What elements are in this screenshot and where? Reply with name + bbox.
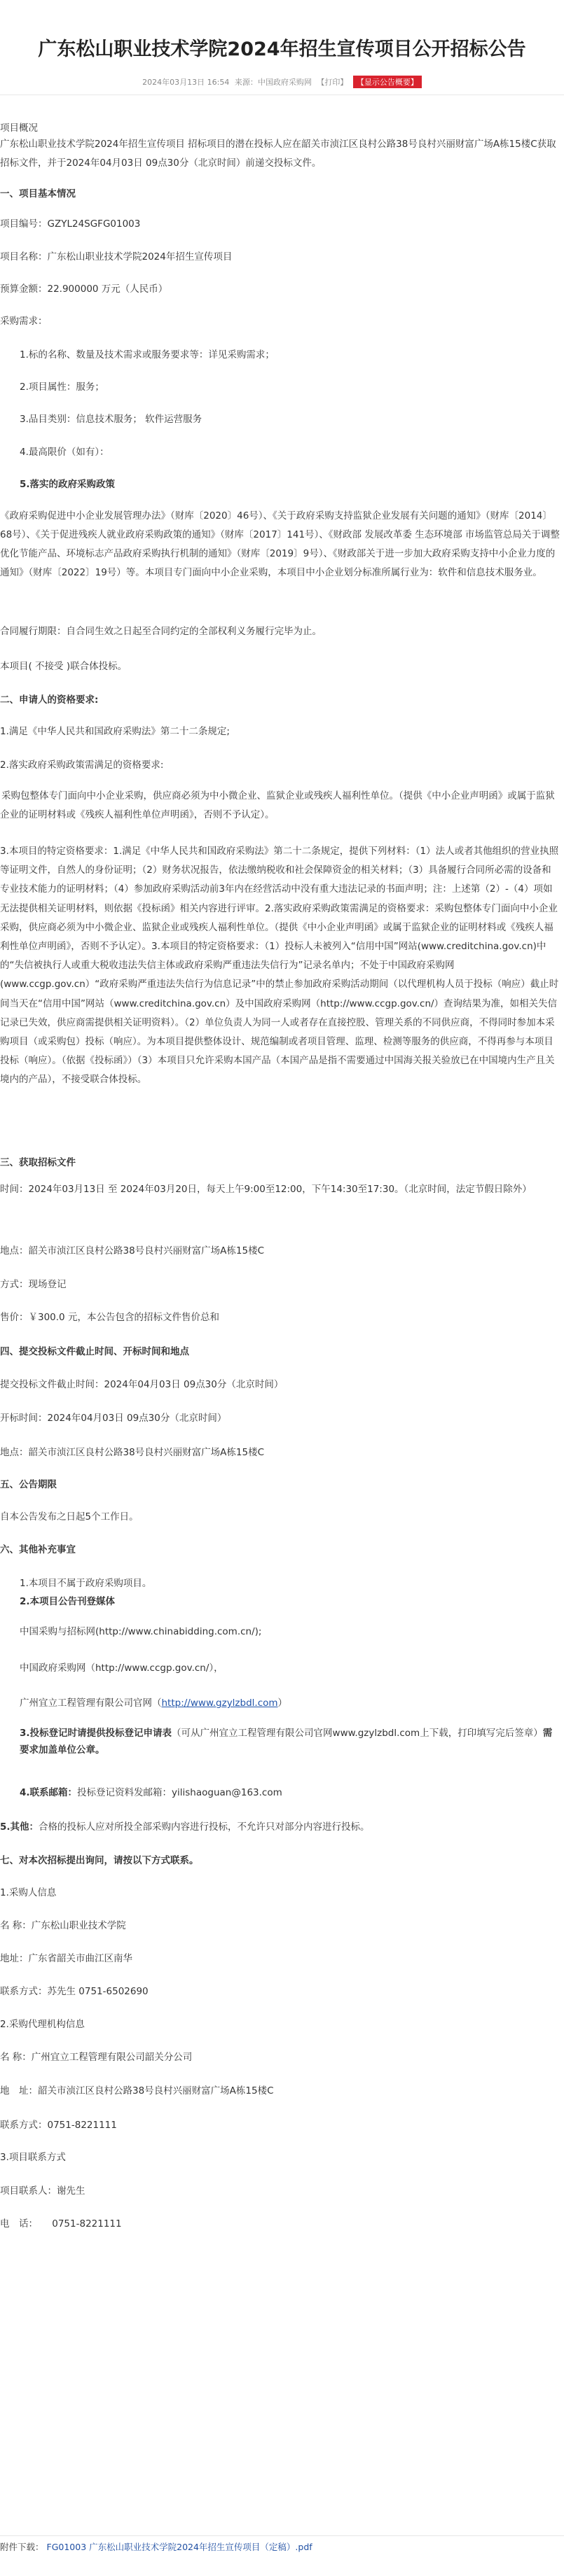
opening-place: 地点：韶关市浈江区良村公路38号良村兴丽财富广场A栋15楼C xyxy=(0,1447,265,1458)
policy-text: 《政府采购促进中小企业发展管理办法》（财库〔2020〕46号）、《关于政府采购支持监狱企业发展有关问题的通知》（财库〔2014〕68号）、《关于促进残疾人就业政府采购政策的通知》（财库〔2017〕141号）、《财政部 发展改革委 生态环境部 市场监管总局关于调整优化节能产品、环境标志产品政府采购执行机制的通知》（财库〔2019〕9号）、《财政部关于进一步加大政府采购支持中小企业力度的通知》（财库〔2022〕19号）等。本项目专门面向中小企业采购，本项目中小企业划分标准所属行业为：软件和信息技术服务业。 xyxy=(0,510,560,578)
agency-contact: 联系方式：0751-8221111 xyxy=(0,2120,117,2131)
obtain-place: 地点：韶关市浈江区良村公路38号良村兴丽财富广场A栋15楼C xyxy=(0,1245,265,1256)
section-4-heading: 四、提交投标文件截止时间、开标时间和地点 xyxy=(0,1346,189,1357)
qualification-2: 2.落实政府采购政策需满足的资格要求: xyxy=(0,760,164,771)
requirement-2: 2.项目属性：服务； xyxy=(20,382,104,393)
media-3-post: ） xyxy=(277,1698,288,1709)
purchaser-address: 地址：广东省韶关市曲江区南华 xyxy=(0,1953,132,1964)
supplement-3-bold: 3.投标登记时请提供投标登记申请表 xyxy=(20,1728,172,1739)
media-3 xyxy=(20,1693,559,1714)
qualification-3-text: 3.本项目的特定资格要求：1.满足《中华人民共和国政府采购法》第二十二条规定，提供下列材料：（1）法人或者其他组织的营业执照等证明文件，自然人的身份证明；（2）财务状况报告，依法缴纳税收和社会保障资金的相关材料；（3）具备履行合同所必需的设备和专业技术能力的证明材料；（4）参加政府采购活动前3年内在经营活动中没有重大违法记录的书面声明；注：上述第（2）-（4）项如无法提供相关证明材料，则依据《投标函》相关内容进行评审。2.落实政府采购政策需满足的资格要求：采购包整体专门面向中小企业采购，供应商必须为中小微企业、监狱企业或残疾人福利性单位。（提供《中小企业声明函》或属于监狱企业的证明材料或《残疾人福利性单位声明函》，否则不予认定）。3.本项目的特定资格要求：（1）投标人未被列入“信用中国”网站(www.creditchina.gov.cn)中的“失信被执行人或重大税收违法失信主体或政府采购严重违法失信行为”记录名单内；不处于中国政府采购网(www.ccgp.gov.cn）“政府采购严重违法失信行为信息记录”中的禁止参加政府采购活动期间（以代理机构人员于投标（响应）截止时间当天在“信用中国”网站（www.creditchina.gov.cn）及中国政府采购网（http://www.ccgp.gov.cn/）查询结果为准，如相关失信记录已失效，供应商需提供相关证明资料）。（2）单位负责人为同一人或者存在直接控股、管理关系的不同供应商，不得同时参加本采购项目（或采购包）投标（响应）。为本项目提供整体设计、规范编制或者项目管理、监理、检测等服务的供应商，不得再参与本项目投标（响应）。（依据《投标函》）（3）本项目只允许采购本国产品（本国产品是指不需要通过中国海关报关验放已在中国境内生产且关境内的产品），不接受联合体投标。 xyxy=(0,846,559,1086)
opening-time: 开标时间：2024年04月03日 09点30分（北京时间） xyxy=(0,1413,227,1424)
section-5-heading: 五、公告期限 xyxy=(0,1479,57,1490)
supplement-5-bold: 5.其他： xyxy=(0,1821,39,1833)
purchaser-contact: 联系方式：苏先生 0751-6502690 xyxy=(0,1986,149,1997)
section-7-heading: 七、对本次招标提出询问，请按以下方式联系。 xyxy=(0,1855,199,1866)
overview-heading: 项目概况 xyxy=(0,122,38,134)
joint-bid: 本项目( 不接受 )联合体投标。 xyxy=(0,661,128,672)
requirement-3: 3.品目类别：信息技术服务； 软件运营服务 xyxy=(20,414,202,425)
supplement-3-tail: 需要求加盖单位公章。 xyxy=(20,1728,553,1756)
publish-date: 2024年03月13日 16:54 xyxy=(142,78,230,87)
show-summary-button[interactable]: 【显示公告概要】 xyxy=(353,76,422,88)
source: 来源：中国政府采购网 xyxy=(234,78,312,87)
project-contact-phone: 电 话： 0751-8221111 xyxy=(0,2218,122,2230)
document-price: 售价：￥300.0 元，本公告包含的招标文件售价总和 xyxy=(0,1312,219,1323)
supplement-5 xyxy=(0,1816,560,1838)
budget: 预算金额：22.900000 万元（人民币） xyxy=(0,284,168,295)
obtain-method: 方式：现场登记 xyxy=(0,1279,67,1290)
media-1: 中国采购与招标网(http://www.chinabidding.com.cn/); xyxy=(20,1626,262,1637)
supplement-3-text: （可从广州宜立工程管理有限公司官网www.gzylzbdl.com上下载，打印填写完后签章） xyxy=(172,1728,543,1739)
contact-3-heading: 3.项目联系方式 xyxy=(0,2152,66,2163)
submission-deadline: 提交投标文件截止时间：2024年04月03日 09点30分（北京时间） xyxy=(0,1379,284,1390)
overview-text: 广东松山职业技术学院2024年招生宣传项目 招标项目的潜在投标人应在韶关市浈江区良村公路38号良村兴丽财富广场A栋15楼C获取招标文件，并于2024年04月03日 09点30分（北京时间）前递交投标文件。 xyxy=(0,139,556,169)
section-1-heading: 一、项目基本情况 xyxy=(0,188,76,200)
project-name: 项目名称：广东松山职业技术学院2024年招生宣传项目 xyxy=(0,251,233,262)
obtain-time: 时间：2024年03月13日 至 2024年03月20日，每天上午9:00至12:00，下午14:30至17:30。（北京时间，法定节假日除外） xyxy=(0,1184,532,1195)
media-3-pre: 广州宜立工程管理有限公司官网（ xyxy=(20,1698,162,1709)
requirement-1: 1.标的名称、数量及技术需求或服务要求等：详见采购需求； xyxy=(20,349,275,360)
supplement-5-text: 合格的投标人应对所投全部采购内容进行投标，不允许只对部分内容进行投标。 xyxy=(39,1821,370,1833)
contact-1-heading: 1.采购人信息 xyxy=(0,1887,57,1898)
print-link[interactable]: 【打印】 xyxy=(317,78,348,87)
section-6-heading: 六、其他补充事宜 xyxy=(0,1544,76,1555)
media-3-link[interactable]: http://www.gzylzbdl.com xyxy=(161,1698,278,1709)
page-title: 广东松山职业技术学院2024年招生宣传项目公开招标公告 xyxy=(38,38,526,60)
requirement-5: 5.落实的政府采购政策 xyxy=(20,479,116,490)
divider xyxy=(0,94,564,95)
contract-period: 合同履行期限：自合同生效之日起至合同约定的全部权利义务履行完毕为止。 xyxy=(0,626,322,637)
supplement-3 xyxy=(20,1725,559,1758)
qualification-2-text: 采购包整体专门面向中小企业采购，供应商必须为中小微企业、监狱企业或残疾人福利性单位。（提供《中小企业声明函》或属于监狱企业的证明材料或《残疾人福利性单位声明函》，否则不予认定）。 xyxy=(0,790,555,820)
project-number: 项目编号：GZYL24SGFG01003 xyxy=(0,218,141,230)
article-meta xyxy=(0,76,564,88)
project-contact-person: 项目联系人：谢先生 xyxy=(0,2185,85,2197)
supplement-2: 2.本项目公告刊登媒体 xyxy=(20,1596,116,1607)
supplement-4-text: 投标登记资料发邮箱：yilishaoguan@163.com xyxy=(77,1787,282,1798)
contact-2-heading: 2.采购代理机构信息 xyxy=(0,2019,85,2030)
section-2-heading: 二、申请人的资格要求: xyxy=(0,694,99,706)
supplement-1: 1.本项目不属于政府采购项目。 xyxy=(20,1578,152,1589)
notice-period: 自本公告发布之日起5个工作日。 xyxy=(0,1511,139,1522)
agency-address: 地 址：韶关市浈江区良村公路38号良村兴丽财富广场A栋15楼C xyxy=(0,2085,274,2096)
requirement-label: 采购需求： xyxy=(0,316,48,327)
supplement-4 xyxy=(20,1782,559,1804)
requirement-4: 4.最高限价（如有）： xyxy=(20,447,109,458)
attachment-label: 附件下载： xyxy=(0,2542,44,2552)
supplement-4-bold: 4.联系邮箱： xyxy=(20,1787,78,1798)
qualification-1: 1.满足《中华人民共和国政府采购法》第二十二条规定; xyxy=(0,726,230,737)
attachment-bar xyxy=(0,2535,564,2558)
agency-name: 名 称：广州宜立工程管理有限公司韶关分公司 xyxy=(0,2052,193,2063)
media-2: 中国政府采购网（http://www.ccgp.gov.cn/）， xyxy=(20,1662,223,1674)
section-3-heading: 三、获取招标文件 xyxy=(0,1157,76,1168)
purchaser-name: 名 称：广东松山职业技术学院 xyxy=(0,1920,126,1931)
attachment-link[interactable]: FG01003 广东松山职业技术学院2024年招生宣传项目（定稿）.pdf xyxy=(46,2542,312,2552)
